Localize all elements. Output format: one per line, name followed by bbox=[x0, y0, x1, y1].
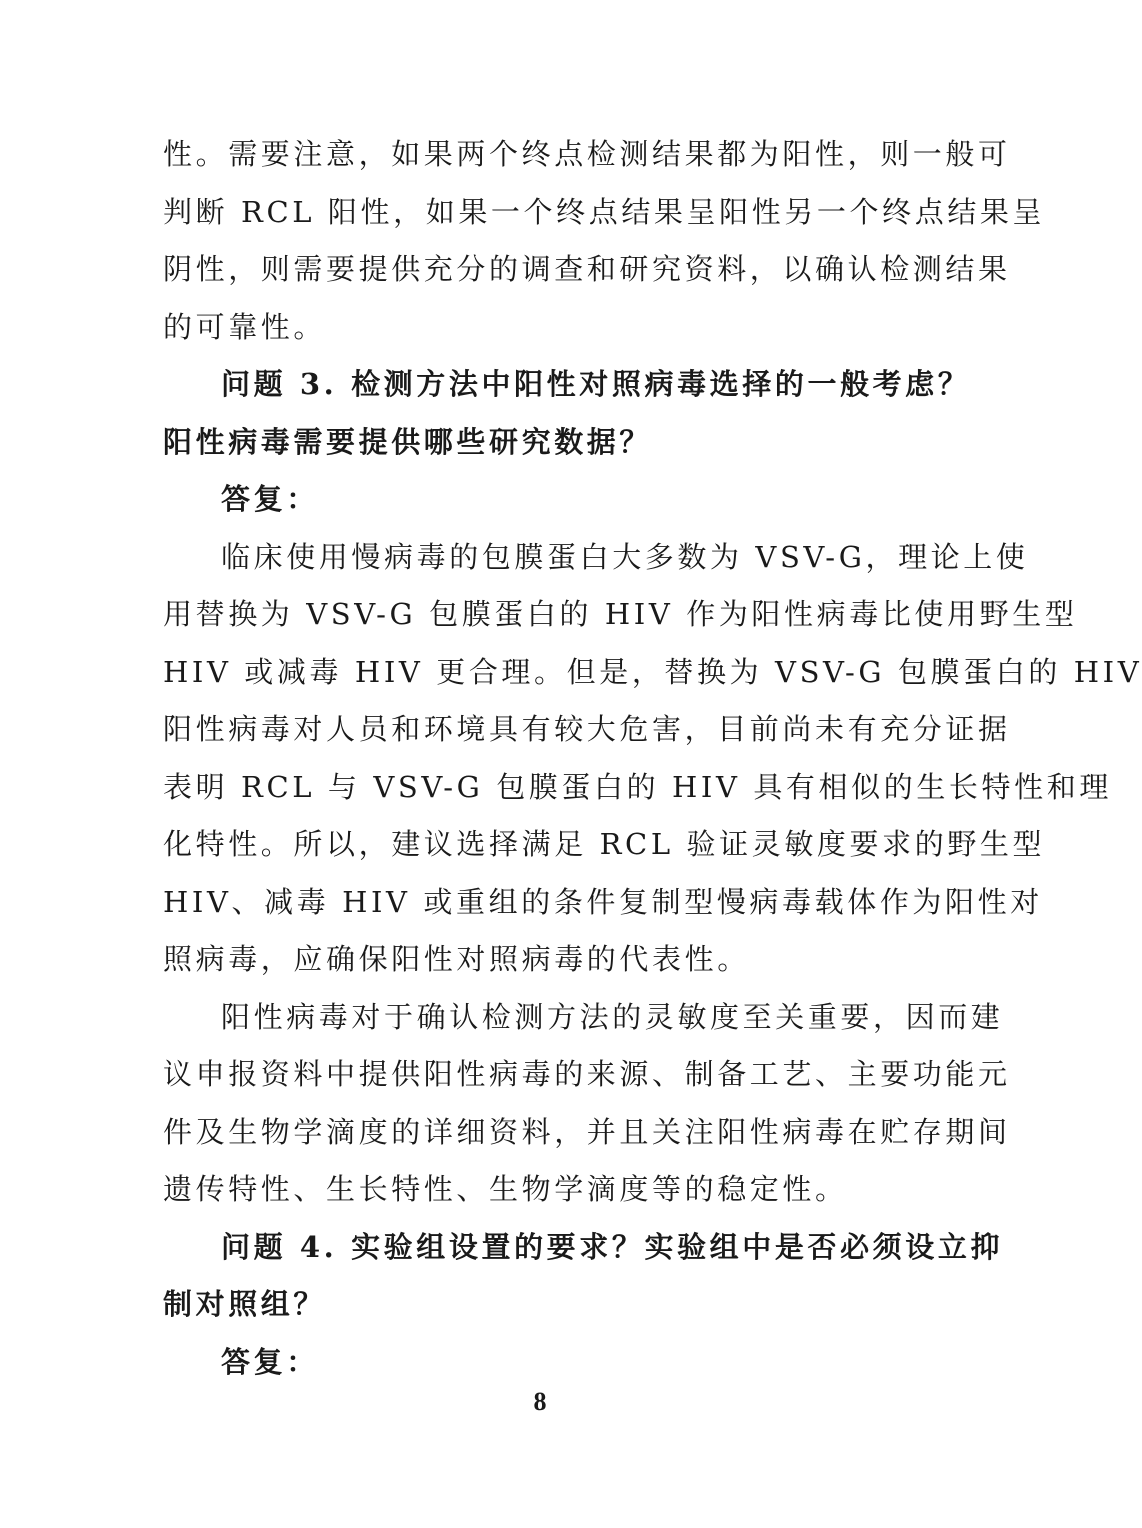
page-number: 8 bbox=[533, 1387, 547, 1416]
text-line: 阴性，则需要提供充分的调查和研究资料，以确认检测结果 bbox=[163, 252, 1011, 286]
text-line: 件及生物学滴度的详细资料，并且关注阳性病毒在贮存期间 bbox=[163, 1114, 1011, 1149]
answer-label: 答复： bbox=[221, 482, 319, 516]
text-line: 表明 RCL 与 VSV-G 包膜蛋白的 HIV 具有相似的生长特性和理 bbox=[163, 769, 1112, 804]
answer-label: 答复： bbox=[221, 1344, 319, 1379]
text-line: 的可靠性。 bbox=[163, 309, 327, 344]
text-line: HIV 或减毒 HIV 更合理。但是，替换为 VSV-G 包膜蛋白的 HIV bbox=[163, 654, 1142, 689]
text-line: 阳性病毒对于确认检测方法的灵敏度至关重要，因而建 bbox=[221, 999, 1004, 1034]
text-line: 遗传特性、生长特性、生物学滴度等的稳定性。 bbox=[163, 1172, 848, 1206]
text-line: 判断 RCL 阳性，如果一个终点结果呈阳性另一个终点结果呈 bbox=[163, 194, 1046, 229]
question-3-heading-cont: 阳性病毒需要提供哪些研究数据？ bbox=[163, 424, 653, 459]
text-line: 临床使用慢病毒的包膜蛋白大多数为 VSV-G，理论上使 bbox=[221, 539, 1029, 574]
text-line: 议申报资料中提供阳性病毒的来源、制备工艺、主要功能元 bbox=[163, 1057, 1011, 1091]
question-3-heading: 问题 3. 检测方法中阳性对照病毒选择的一般考虑？ bbox=[221, 367, 971, 401]
text-line: HIV、减毒 HIV 或重组的条件复制型慢病毒载体作为阳性对 bbox=[163, 884, 1043, 919]
question-4-heading: 问题 4. 实验组设置的要求？实验组中是否必须设立抑 bbox=[221, 1229, 1004, 1264]
document-body bbox=[163, 126, 1142, 1391]
text-line: 照病毒，应确保阳性对照病毒的代表性。 bbox=[163, 942, 750, 976]
text-line: 用替换为 VSV-G 包膜蛋白的 HIV 作为阳性病毒比使用野生型 bbox=[163, 597, 1078, 631]
text-line: 化特性。所以，建议选择满足 RCL 验证灵敏度要求的野生型 bbox=[163, 827, 1046, 861]
text-line: 阳性病毒对人员和环境具有较大危害，目前尚未有充分证据 bbox=[163, 712, 1011, 746]
question-4-heading-cont: 制对照组？ bbox=[163, 1287, 327, 1321]
text-line: 性。需要注意，如果两个终点检测结果都为阳性，则一般可 bbox=[163, 137, 1011, 171]
